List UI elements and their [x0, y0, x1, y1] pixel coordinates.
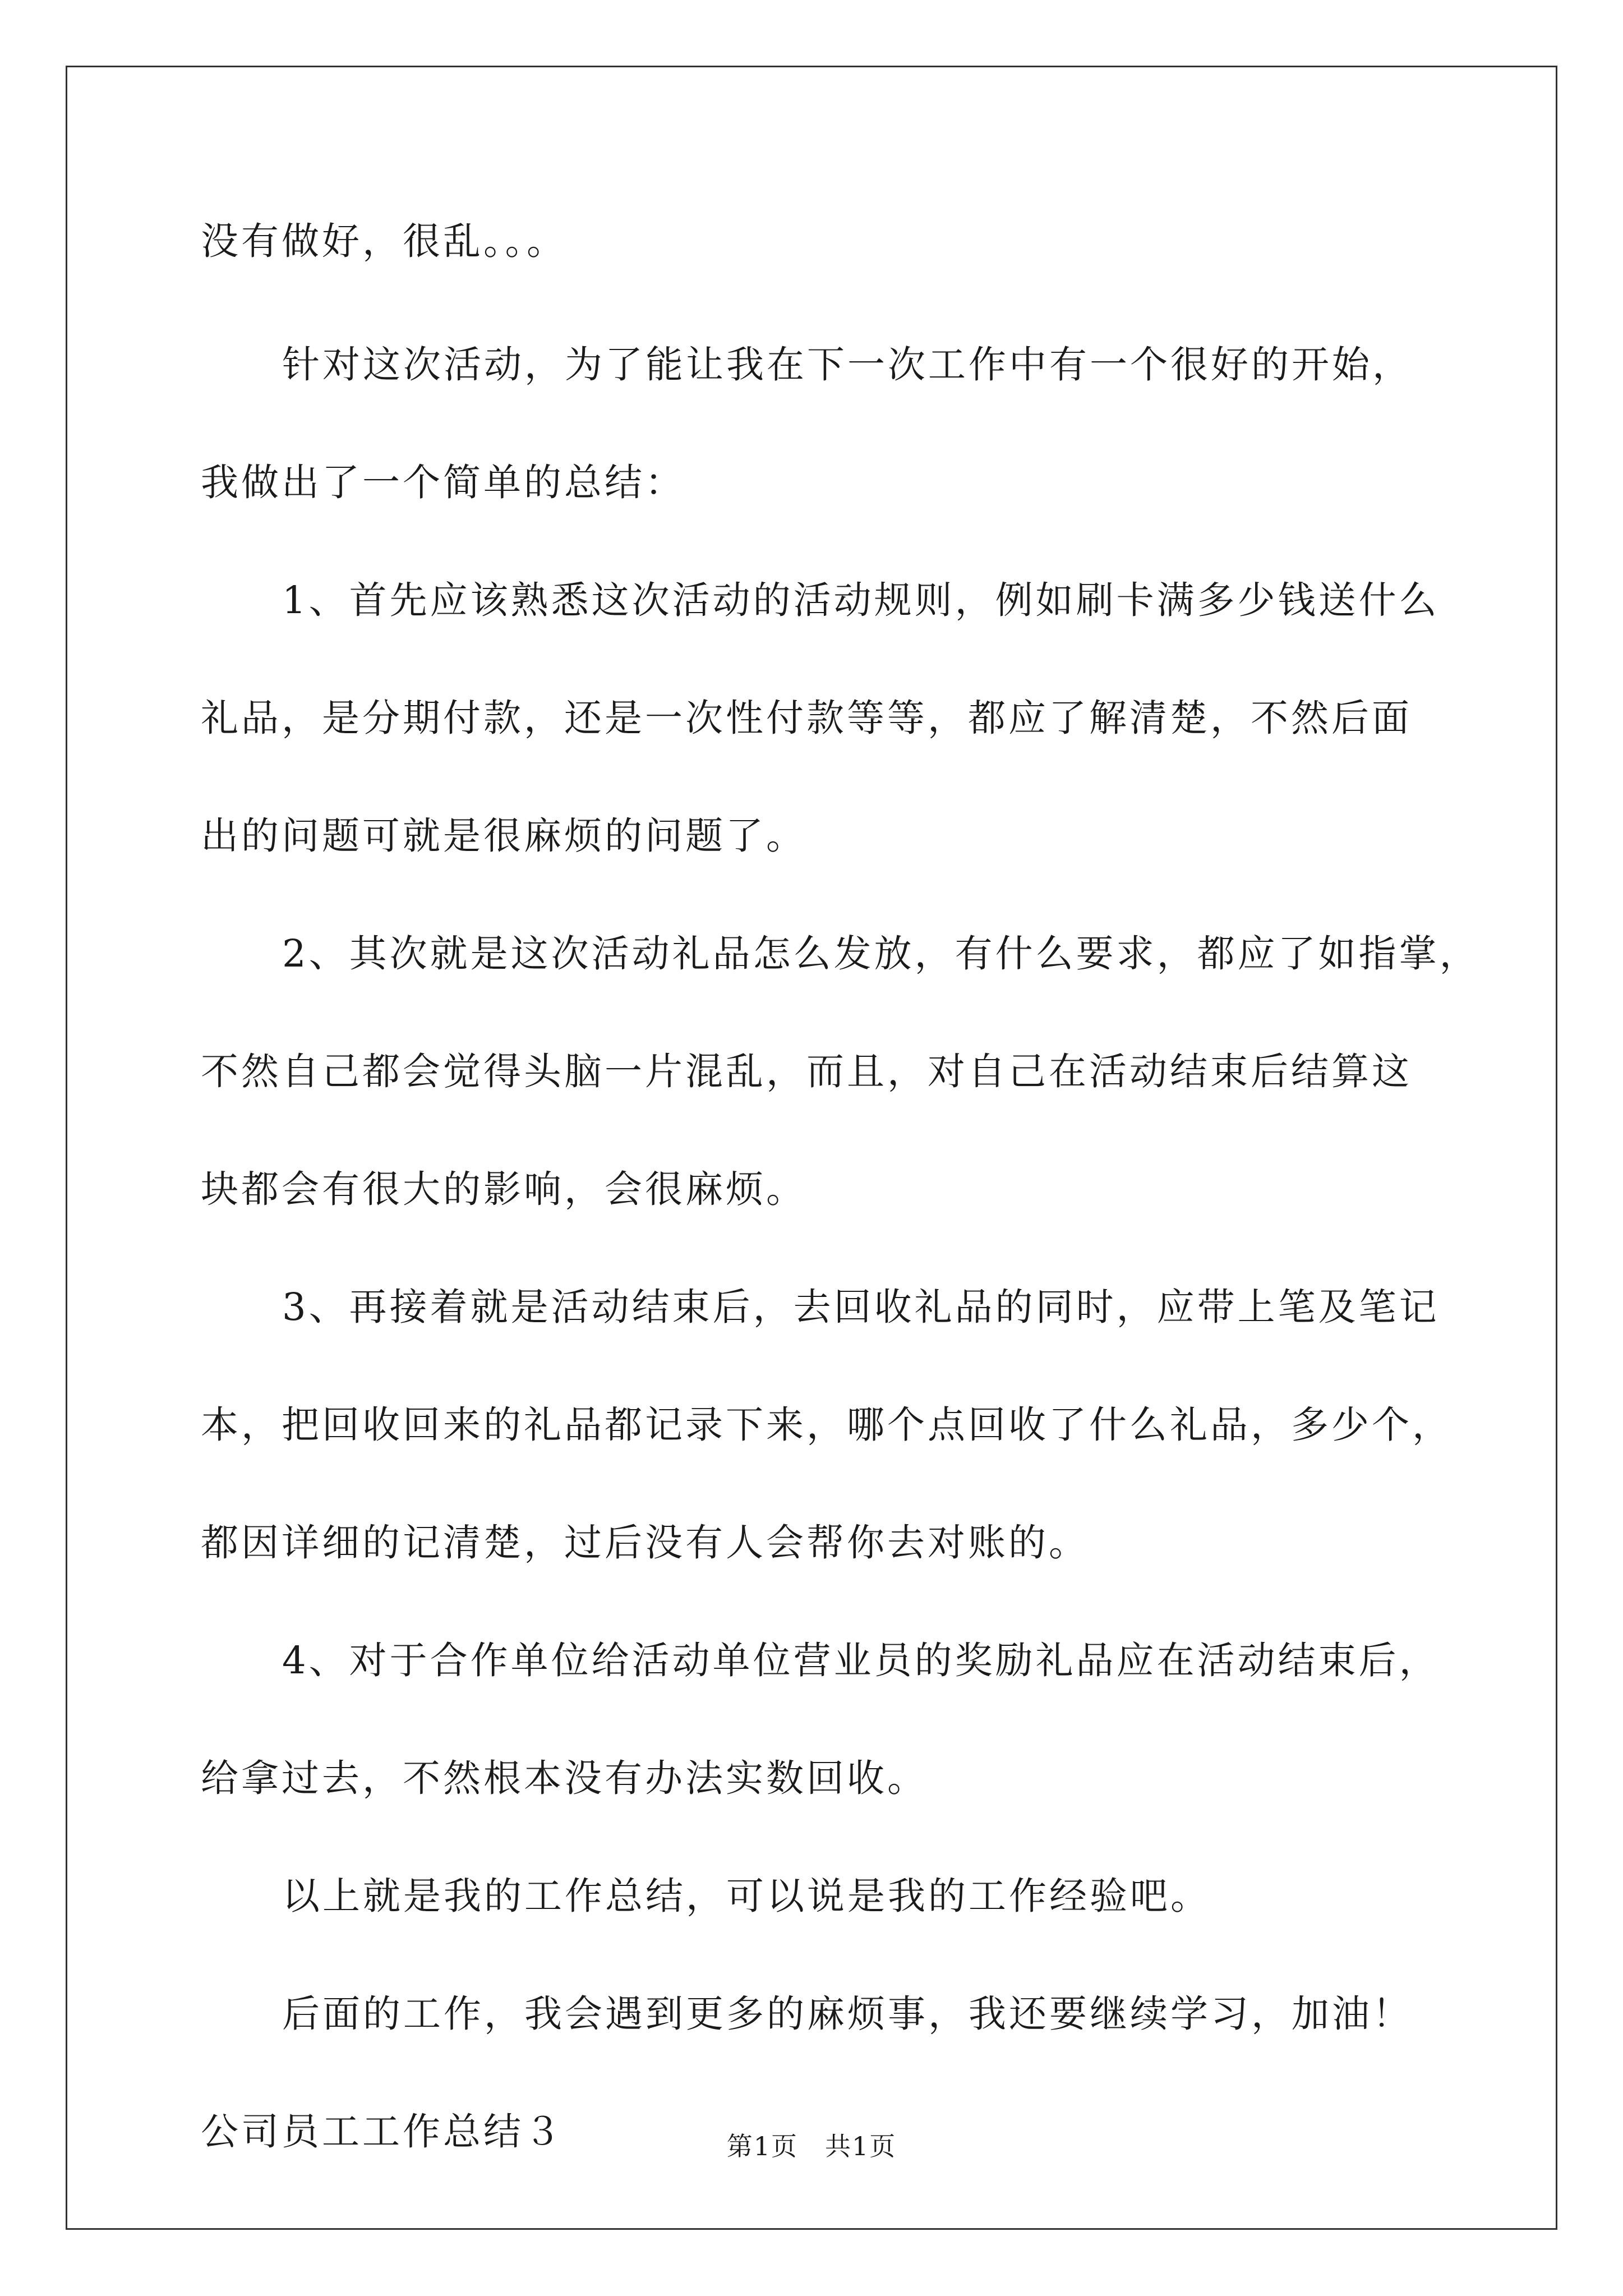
text-line: 出的问题可就是很麻烦的问题了。 [201, 814, 806, 858]
section-heading: 公司员工工作总结３ [201, 2110, 564, 2154]
paragraph-closing: 后面的工作，我会遇到更多的麻烦事，我还要继续学习，加油！ [282, 1992, 1413, 2036]
text-line: 不然自己都会觉得头脑一片混乱，而且，对自己在活动结束后结算这 [201, 1050, 1412, 1093]
paragraph-start: 针对这次活动，为了能让我在下一次工作中有一个很好的开始， [282, 343, 1413, 386]
list-item-2: 2、其次就是这次活动礼品怎么发放，有什么要求，都应了如指掌， [282, 932, 1480, 976]
list-item-1: 1、首先应该熟悉这次活动的活动规则，例如刷卡满多少钱送什么 [282, 578, 1440, 622]
text-line: 我做出了一个简单的总结： [201, 461, 685, 504]
text-line: 礼品，是分期付款，还是一次性付款等等，都应了解清楚，不然后面 [201, 696, 1412, 740]
text-line: 本，把回收回来的礼品都记录下来，哪个点回收了什么礼品，多少个， [201, 1403, 1453, 1447]
text-line: 给拿过去，不然根本没有办法实数回收。 [201, 1756, 928, 1800]
paragraph-summary: 以上就是我的工作总结，可以说是我的工作经验吧。 [282, 1874, 1211, 1918]
page-footer: 第1页 共1页 [726, 2131, 897, 2161]
list-item-3: 3、再接着就是活动结束后，去回收礼品的同时，应带上笔及笔记 [282, 1285, 1440, 1329]
text-line: 都因详细的记清楚，过后没有人会帮你去对账的。 [201, 1521, 1089, 1565]
list-item-4: 4、对于合作单位给活动单位营业员的奖励礼品应在活动结束后， [282, 1639, 1440, 1682]
text-line: 没有做好，很乱。。。 [201, 219, 567, 263]
text-line: 块都会有很大的影响，会很麻烦。 [201, 1167, 806, 1211]
